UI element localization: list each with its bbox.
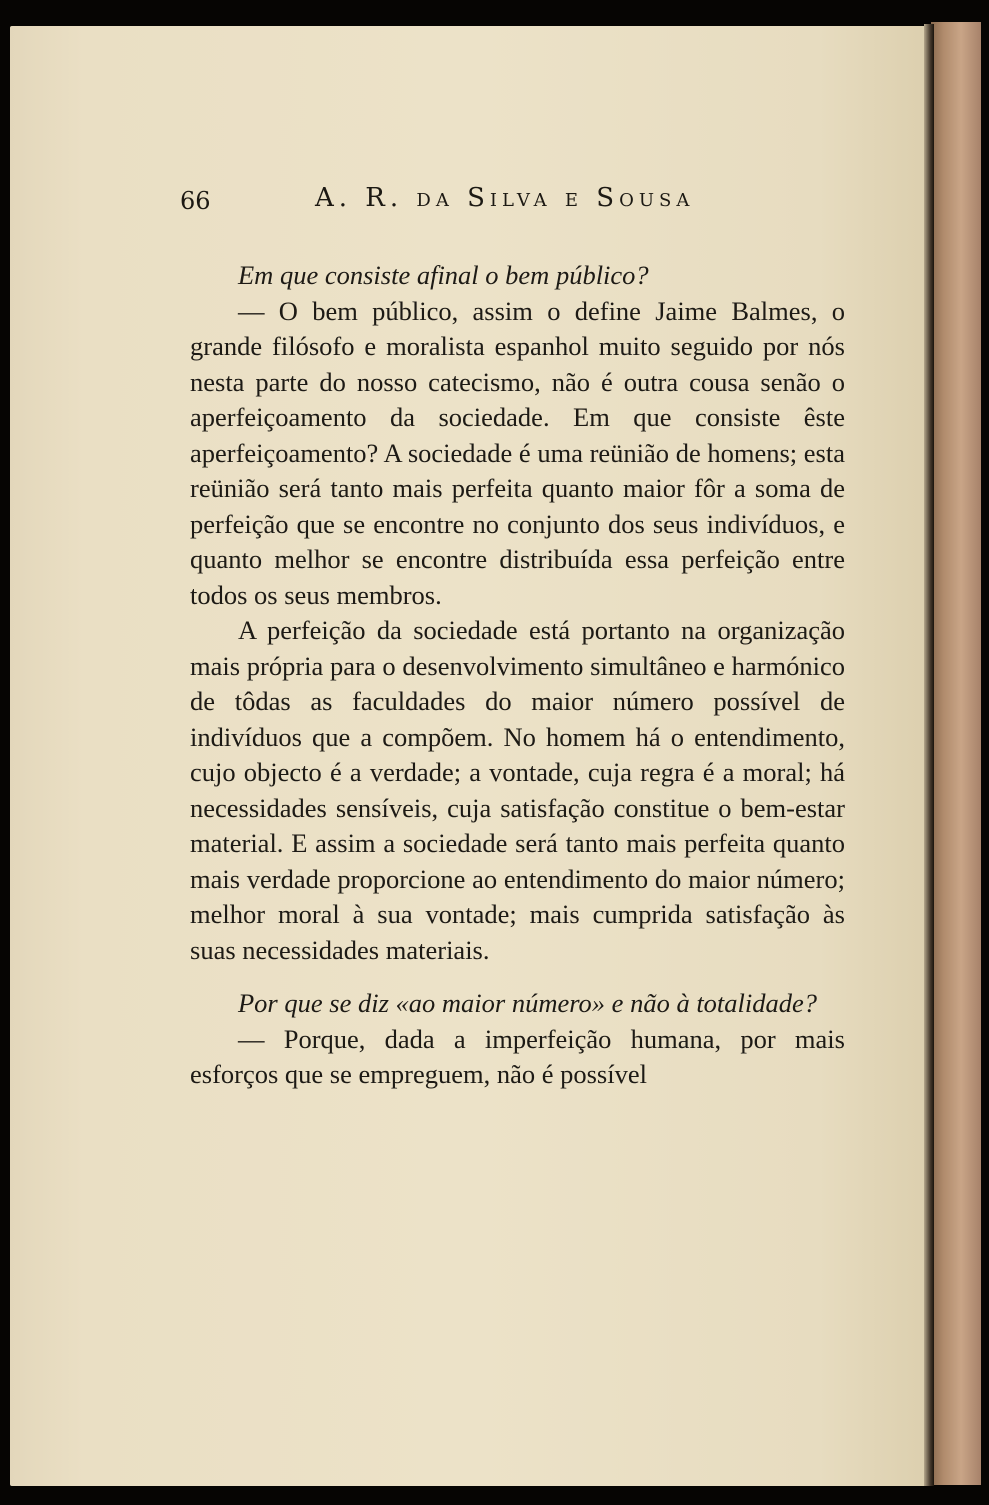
- page-text: [190, 258, 845, 1093]
- answer-paragraph: — Porque, dada a imperfeição humana, por mais esforços que se empreguem, não é possível: [190, 1023, 845, 1089]
- running-head-title: A. R. da Silva e Sousa: [315, 183, 695, 213]
- facing-page-edge: [931, 22, 981, 1485]
- page-number: 66: [180, 187, 211, 215]
- answer-paragraph: — O bem público, assim o define Jaime Balmes, o grande filósofo e moralista espanhol muito seguido por nós nesta parte do nosso catecismo, não é outra cousa senão o aperfeiçoamento da sociedade. Em que consiste êste aperfeiçoamento? A sociedade é uma reünião de homens; esta reünião será tanto mais perfeita quanto maior fôr a soma de perfeição que se encontre no conjunto dos seus indivíduos, e quanto melhor se encontre distribuída essa perfeição entre todos os seus membros.: [190, 295, 845, 610]
- body-paragraph: A perfeição da sociedade está portanto na organização mais própria para o desenvolvimento simultâneo e harmónico de tôdas as faculdades do maior número possível de indivíduos que a compõem. No homem há o entendimento, cujo objecto é a verdade; a vontade, cuja regra é a moral; há necessidades sensíveis, cuja satisfação constitue o bem-estar material. E assim a sociedade será tanto mais perfeita quanto mais verdade proporcione ao entendimento do maior número; melhor moral à sua vontade; mais cumprida satisfação às suas necessidades materiais.: [190, 615, 845, 965]
- book-page: [10, 26, 928, 1486]
- running-head: [10, 181, 928, 221]
- question-paragraph: Por que se diz «ao maior número» e não à totalidade?: [238, 988, 818, 1018]
- question-paragraph: Em que consiste afinal o bem público?: [238, 260, 649, 290]
- page-gutter: [924, 24, 934, 1486]
